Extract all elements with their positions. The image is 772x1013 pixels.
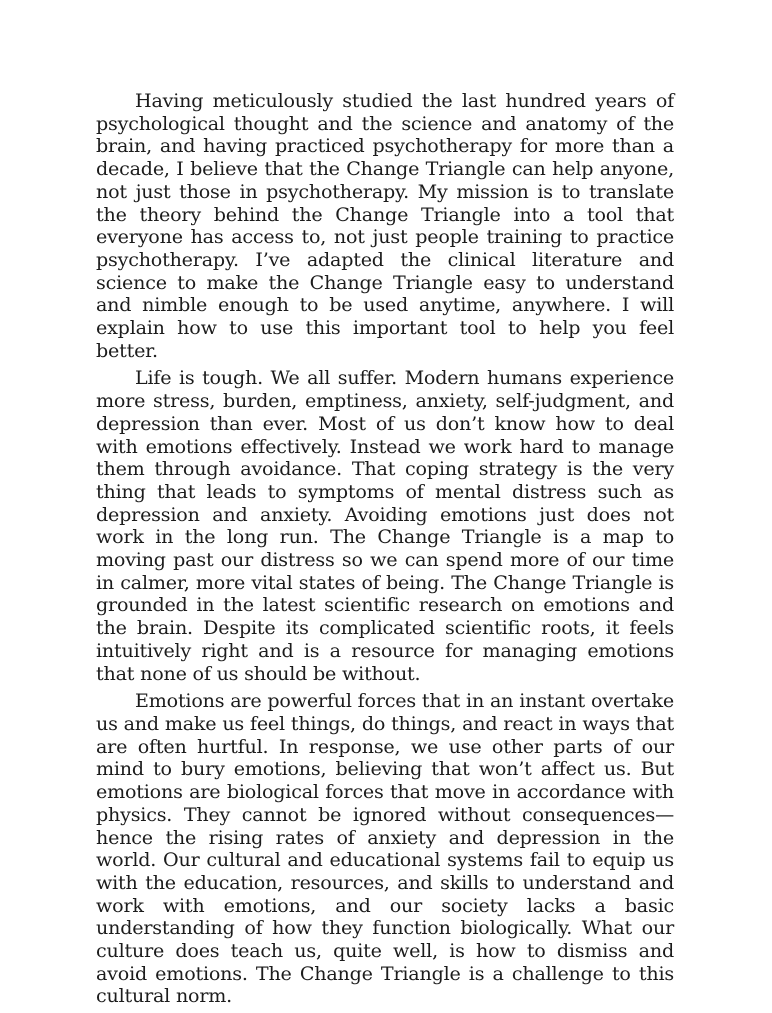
paragraph-1: Having meticulously studied the last hundred years of psychological thought and the science and anatomy of the brain, and having practiced psychotherapy for more than a decade, I believe that the Change Triangle can help anyone, not just those in psychotherapy. My mission is to translate the theory behind the Change Triangle into a tool that everyone has access to, not just people training to practice psychotherapy. I’ve adapted the clinical literature and science to make the Change Triangle easy to understand and nimble enough to be used anytime, anywhere. I will explain how to use this important tool to help you feel better.: [96, 89, 674, 362]
paragraph-3: Emotions are powerful forces that in an instant overtake us and make us feel things, do things, and react in ways that are often hurtful. In response, we use other parts of our mind to bury emotions, believing that won’t affect us. But emotions are biological forces that move in accordance with physics. They cannot be ignored without consequences—hence the rising rates of anxiety and depression in the world. Our cultural and educational systems fail to equip us with the education, resources, and skills to understand and work with emotions, and our society lacks a basic understanding of how they function biologically. What our culture does teach us, quite well, is how to dismiss and avoid emotions. The Change Triangle is a challenge to this cultural norm.: [96, 689, 674, 1008]
paragraph-2: Life is tough. We all suffer. Modern humans experience more stress, burden, emptiness, anxiety, self-judgment, and depression than ever. Most of us don’t know how to deal with emotions effectively. Instead we work hard to manage them through avoidance. That coping strategy is the very thing that leads to symptoms of mental distress such as depression and anxiety. Avoiding emotions just does not work in the long run. The Change Triangle is a map to moving past our distress so we can spend more of our time in calmer, more vital states of being. The Change Triangle is grounded in the latest scientific research on emotions and the brain. Despite its complicated scientific roots, it feels intuitively right and is a resource for managing emotions that none of us should be without.: [96, 366, 674, 685]
document-page: [96, 90, 674, 1013]
